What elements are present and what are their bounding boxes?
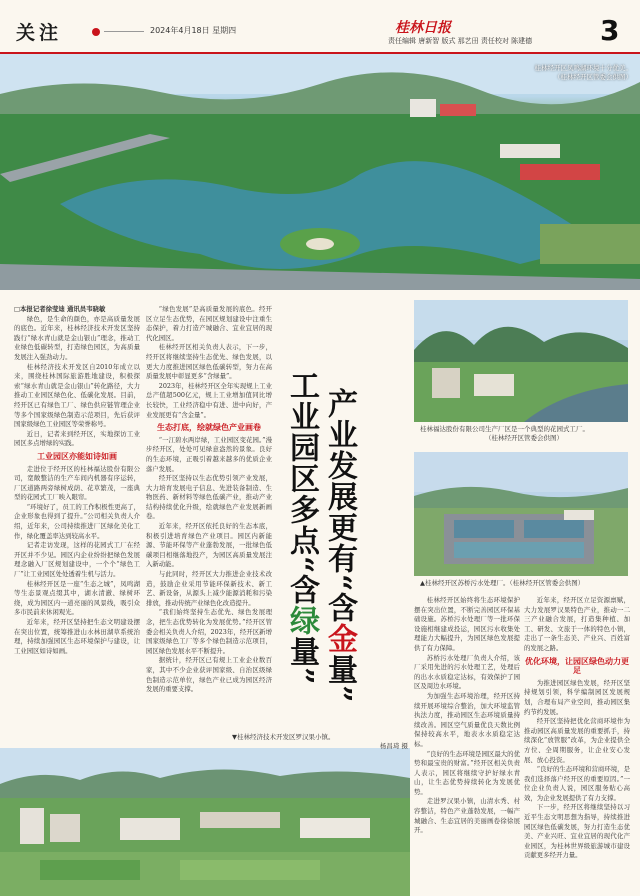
- factory-illustration: [414, 300, 628, 422]
- article-column-3: 桂林经开区始终将生态环境保护摆在突出位置，不断完善园区环保基础设施。苏桥污水处理厂等一批环保设施相继建成投运，园区污水收集处理能力大幅提升，为园区绿色发展提供了有力保障。 苏桥污水处理厂负责人介绍，该厂采用先进的污水处理工艺，处理后的出水水质稳定达标，有效保护了园区及周边水环境。 为加强生态环境治理，经开区持续开展环境综合整治，加大环境监管执法力度，推动园区生态环境质量持续改善。园区空气质量优良天数比例保持较高水平，地表水水质稳定达标。 “良好的生态环境是园区最大的优势和最宝贵的财富。”经开区相关负责人表示，园区将继续守护好绿水青山，让生态优势持续转化为发展优势。 走进罗汉果小镇，山清水秀、村容整洁，特色产业蓬勃发展，一幅产城融合、生态宜居的美丽画卷徐徐展开。: [414, 596, 520, 835]
- lake-landscape-illustration: [0, 54, 640, 290]
- sewage-plant-photo: [414, 452, 628, 576]
- headline-line1: 产业发展更有“含金量”: [322, 388, 357, 704]
- factory-photo-caption: 桂林福达股份有限公司生产厂区是一个典型的花园式工厂。 （桂林经开区管委会供图）: [420, 425, 589, 442]
- article-column-4: 近年来，经开区立足资源禀赋，大力发展罗汉果特色产业，推动一二三产业融合发展，打造集种植、加工、研发、文旅于一体的特色小镇，走出了一条生态美、产业兴、百姓富的发展之路。 优化环境，让园区绿色动力更足 为推进园区绿色发展，经开区坚持规划引领，科学编制园区发展规划，合理布局产业空间，推动园区集约节约发展。 经开区坚持把优化营商环境作为推动园区高质量发展的重要抓手，持续深化“放管服”改革，为企业提供全方位、全周期服务，让企业安心发展、放心投资。 “良好的生态环境和营商环境，是我们选择落户经开区的重要原因。”一位企业负责人说，园区服务贴心高效，为企业发展提供了有力支撑。 下一步，经开区将继续坚持以习近平生态文明思想为指导，持续推进园区绿色低碳发展，努力打造生态优美、产业兴旺、宜业宜居的现代化产业园区，为桂林世界级旅游城市建设贡献更多经开力量。: [524, 596, 630, 860]
- issue-date: 2024年4月18日 星期四: [150, 26, 237, 35]
- subhead-3: 优化环境，让园区绿色动力更足: [525, 655, 629, 676]
- sewage-plant-illustration: [414, 452, 628, 576]
- subhead-1: 工业园区亦能如诗如画: [37, 450, 117, 461]
- masthead: [0, 0, 640, 54]
- page-number: 3: [600, 14, 620, 47]
- article-byline: □本报记者徐莹迪 通讯员韦晓敏: [14, 305, 106, 313]
- top-aerial-photo: [0, 54, 640, 290]
- headline-line2: 工业园区多点“含绿量”: [284, 370, 319, 686]
- sewage-plant-caption: ▲桂林经开区苏桥污水处理厂。（桂林经开区管委会供图）: [420, 579, 585, 587]
- article-column-2: “绿色发展”是高质量发展的底色。经开区立足生态优势，在园区规划建设中注重生态保护，着力打造产城融合、宜业宜居的现代化园区。 桂林经开区相关负责人表示，下一步，经开区将继续坚持生态优先、绿色发展，以更大力度推进园区绿色低碳转型，努力在高质量发展中彰显更多“含绿量”。 2023年，桂林经开区全年实现规上工业总产值超500亿元，规上工业增加值同比增长较快，工业经济稳中有进、进中向好，产业发展更有“含金量”。 生态打底，绘就绿色产业画卷 “一江碧水两岸绿，工业园区变花园。”漫步经开区，处处可见绿意盎然的景象。良好的生态环境，正吸引着越来越多的优质企业落户发展。 经开区坚持以生态优势引领产业发展，大力培育发展电子信息、先进装备制造、生物医药、新材料等绿色低碳产业，推动产业结构持续优化升级，绘就绿色产业发展新画卷。 近年来，经开区依托良好的生态本底，积极引进培育绿色产业项目。园区内新能源、节能环保等产业蓬勃发展，一批绿色低碳项目相继落地投产，为园区高质量发展注入新动能。 与此同时，经开区大力推进企业技术改造，鼓励企业采用节能环保新技术、新工艺、新设备，从源头上减少能源消耗和污染排放，推动传统产业绿色化改造提升。 “我们始终坚持生态优先、绿色发展理念，把生态优势转化为发展优势。”经开区管委会相关负责人介绍，2023年，经开区新增国家级绿色工厂等多个绿色制造示范项目，园区绿色发展水平不断提升。 据统计，经开区已有规上工业企业数百家，其中不少企业获评国家级、自治区级绿色制造示范单位，绿色产业已成为园区经济发展的重要支撑。: [146, 305, 272, 694]
- article-column-1: □本报记者徐莹迪 通讯员韦晓敏 绿色，是生命的颜色，亦是高质量发展的底色。近年来，桂林经济技术开发区坚持践行“绿水青山就是金山银山”理念，推动工业绿色低碳转型，打造绿色园区，为高质量发展注入强劲动力。 桂林经济技术开发区自2010年成立以来，围绕桂林国际旅游胜地建设，积极探索“绿水青山就是金山银山”转化路径，大力推动工业园区绿色化、低碳化发展。目前，经开区已有绿色工厂、绿色供应链管理企业等多个国家级绿色制造示范项目，先后获评国家级绿色工业园区等荣誉称号。 近日，记者来到经开区，实地探访工业园区多点增绿的实践。 工业园区亦能如诗如画 走进位于经开区的桂林福达股份有限公司，宽敞整洁的生产车间内机器有序运转，厂区道路两旁绿树成荫、花草繁茂，一座典型的花园式工厂映入眼帘。 “环境好了，员工的工作积极性更高了，企业形象也得到了提升。”公司相关负责人介绍，近年来，公司持续推进厂区绿化美化工作，绿化覆盖率达到较高水平。 记者走访发现，这样的花园式工厂在经开区并不少见。园区内企业纷纷把绿色发展理念融入厂区规划建设中，一个个“绿色工厂”让工业园区处处透着生机与活力。 桂林经开区是一座“生态之城”，凤鸣湖等生态景观点缀其中，湖水清澈、绿树环绕，成为园区内一道亮丽的风景线，吸引众多市民前来休闲观光。 近年来，经开区坚持把生态文明建设摆在突出位置，统筹推进山水林田湖草系统治理，持续加强园区生态环境保护与建设，让工业园区如诗如画。: [14, 305, 140, 655]
- top-photo-caption: 桂林经开区凤鸣湖环境十分优美。 （桂林经开区管委会供图）: [534, 64, 632, 81]
- town-photo-caption: ▼桂林经济技术开发区罗汉果小镇。 杨昌琦 摄: [232, 733, 408, 750]
- section-dot-icon: [92, 28, 100, 36]
- section-title: 关注: [16, 22, 63, 44]
- town-illustration: [0, 748, 410, 896]
- staff-credits: 责任编辑 唐新智 版式 那艺田 责任校对 陈建德: [388, 37, 533, 45]
- factory-garden-photo: [414, 300, 628, 422]
- paper-name: 桂林日报: [395, 20, 451, 36]
- subhead-2: 生态打底，绘就绿色产业画卷: [157, 422, 261, 433]
- masthead-divider: [104, 31, 144, 32]
- luohanguo-town-photo: [0, 748, 410, 896]
